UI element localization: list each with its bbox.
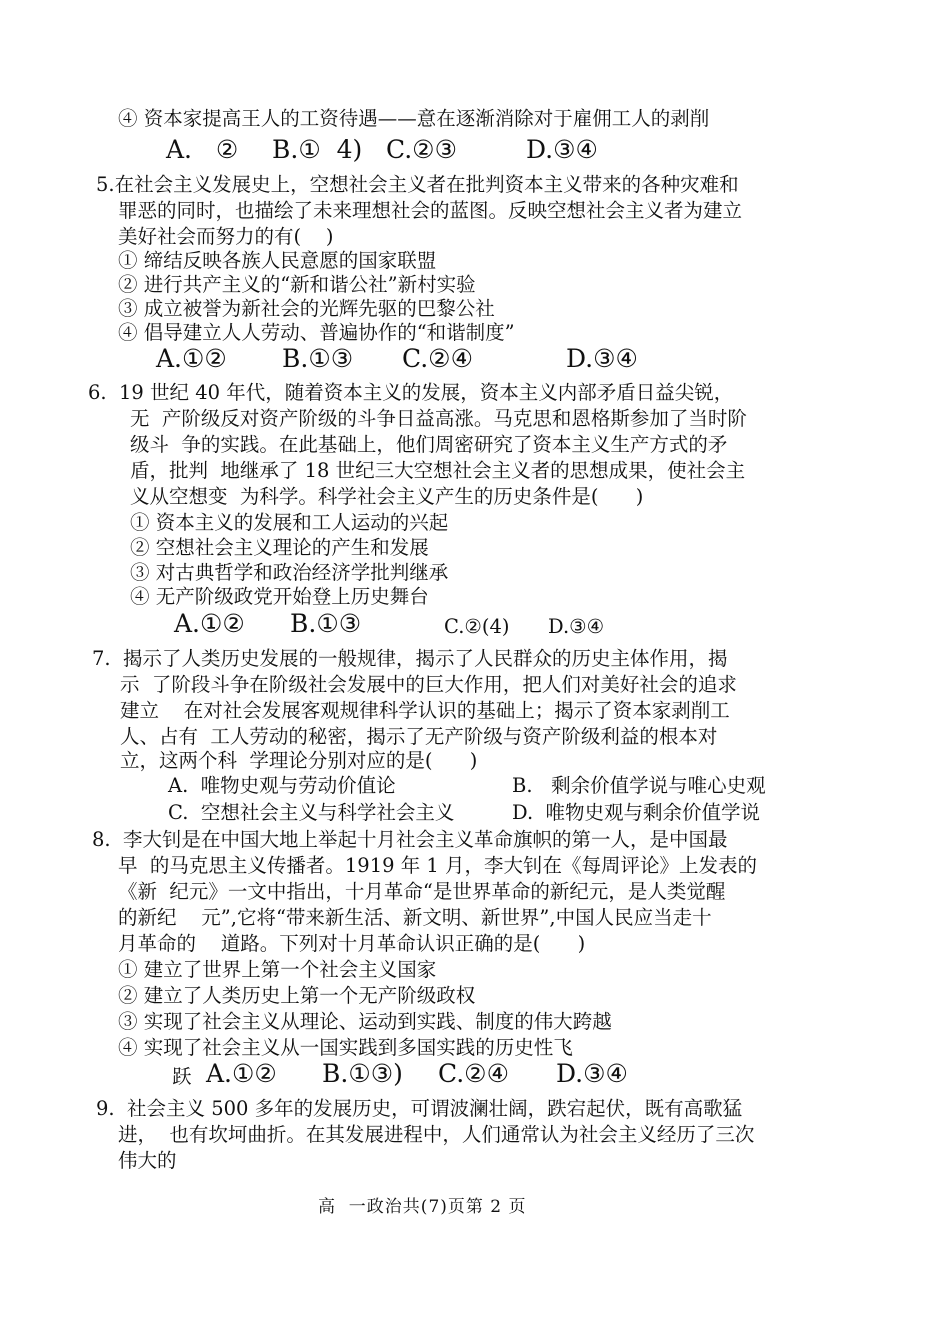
q7-option-c: C. 空想社会主义与科学社会主义: [168, 801, 455, 824]
q6-option-a: A.①②: [174, 609, 245, 638]
q9-stem-line-2: 进， 也有坎坷曲折。在其发展进程中，人们通常认为社会主义经历了三次: [118, 1123, 755, 1146]
q8-option-c: C.②④: [438, 1059, 510, 1088]
q5-stem-line-2: 罪恶的同时，也描绘了未来理想社会的蓝图。反映空想社会主义者为建立: [118, 199, 743, 222]
q5-option-c: C.②④: [402, 344, 474, 373]
q5-item-2: ② 进行共产主义的“新和谐公社”新村实验: [118, 273, 476, 296]
q6-item-1: ① 资本主义的发展和工人运动的兴起: [130, 511, 449, 534]
q8-stem-line-5: 月革命的 道路。下列对十月革命认识正确的是( ): [118, 932, 586, 955]
q6-stem-line-1: 6. 19 世纪 40 年代，随着资本主义的发展，资本主义内部矛盾日益尖锐，: [88, 381, 734, 404]
q7-stem-line-4: 人、占有 工人劳动的秘密，揭示了无产阶级与资产阶级利益的根本对: [120, 725, 718, 748]
q6-option-d: D.③④: [548, 615, 605, 638]
q7-stem-line-5: 立，这两个科 学理论分别对应的是( ): [120, 749, 478, 772]
q8-stem-line-3: 《新 纪元》一文中指出，十月革命“是世界革命的新纪元，是人类觉醒: [118, 880, 726, 903]
q9-stem-line-3: 伟大的: [118, 1149, 177, 1172]
q5-stem-line-1: 5.在社会主义发展史上，空想社会主义者在批判资本主义带来的各种灾难和: [96, 173, 739, 196]
q8-stem-line-4: 的新纪 元”,它将“带来新生活、新文明、新世界”,中国人民应当走十: [118, 906, 712, 929]
q5-item-1: ① 缔结反映各族人民意愿的国家联盟: [118, 249, 437, 272]
q8-item-4-wrap: 跃: [172, 1065, 192, 1088]
q5-option-b: B.①③: [282, 344, 354, 373]
q8-stem-line-2: 早 的马克思主义传播者。1919 年 1 月，李大钊在《每周评论》上发表的: [118, 854, 758, 877]
q4-option-a: A. ②: [166, 135, 239, 164]
q5-item-4: ④ 倡导建立人人劳动、普遍协作的“和谐制度”: [118, 321, 515, 344]
q5-stem-line-3: 美好社会而努力的有( ): [118, 225, 334, 248]
q6-stem-line-4: 盾，批判 地继承了 18 世纪三大空想社会主义者的思想成果，使社会主: [130, 459, 746, 482]
q4-item-4: ④ 资本家提高王人的工资待遇——意在逐渐消除对于雇佣工人的剥削: [118, 107, 710, 130]
q6-stem-line-5: 义从空想变 为科学。科学社会主义产生的历史条件是( ): [130, 485, 644, 508]
q5-item-3: ③ 成立被誉为新社会的光辉先驱的巴黎公社: [118, 297, 495, 320]
q8-item-4: ④ 实现了社会主义从一国实践到多国实践的历史性飞: [118, 1036, 573, 1059]
q4-option-c: C.②③: [386, 135, 458, 164]
q7-stem-line-2: 示 了阶段斗争在阶级社会发展中的巨大作用，把人们对美好社会的追求: [120, 673, 737, 696]
q7-option-d: D. 唯物史观与剩余价值学说: [512, 801, 761, 824]
page-footer: 高 一政治共(7)页第 2 页: [318, 1197, 527, 1217]
q8-stem-line-1: 8. 李大钊是在中国大地上举起十月社会主义革命旗帜的第一人，是中国最: [92, 828, 728, 851]
q8-item-1: ① 建立了世界上第一个社会主义国家: [118, 958, 437, 981]
q5-option-a: A.①②: [156, 344, 227, 373]
q6-item-3: ③ 对古典哲学和政治经济学批判继承: [130, 561, 449, 584]
q6-option-c: C.②(4): [444, 615, 510, 638]
q8-option-d: D.③④: [556, 1059, 628, 1088]
q6-option-b: B.①③: [290, 609, 362, 638]
q6-stem-line-3: 级斗 争的实践。在此基础上，他们周密研究了资本主义生产方式的矛: [130, 433, 728, 456]
q8-option-b: B.①③): [322, 1059, 403, 1088]
q9-stem-line-1: 9. 社会主义 500 多年的发展历史，可谓波澜壮阔，跌宕起伏，既有高歌猛: [96, 1097, 743, 1120]
q4-option-d: D.③④: [526, 135, 598, 164]
q8-item-3: ③ 实现了社会主义从理论、运动到实践、制度的伟大跨越: [118, 1010, 612, 1033]
q6-item-2: ② 空想社会主义理论的产生和发展: [130, 536, 429, 559]
q6-stem-line-2: 无 产阶级反对资产阶级的斗争日益高涨。马克思和恩格斯参加了当时阶: [130, 407, 747, 430]
q7-stem-line-1: 7. 揭示了人类历史发展的一般规律，揭示了人民群众的历史主体作用，揭: [92, 647, 728, 670]
q7-option-a: A. 唯物史观与劳动价值论: [168, 774, 396, 797]
q7-option-b: B. 剩余价值学说与唯心史观: [512, 774, 766, 797]
q7-stem-line-3: 建立 在对社会发展客观规律科学认识的基础上；揭示了资本家剥削工: [120, 699, 730, 722]
q8-option-a: A.①②: [206, 1059, 277, 1088]
q8-item-2: ② 建立了人类历史上第一个无产阶级政权: [118, 984, 476, 1007]
q5-option-d: D.③④: [566, 344, 638, 373]
q4-option-b: B.① 4): [272, 135, 363, 164]
q6-item-4: ④ 无产阶级政党开始登上历史舞台: [130, 585, 429, 608]
